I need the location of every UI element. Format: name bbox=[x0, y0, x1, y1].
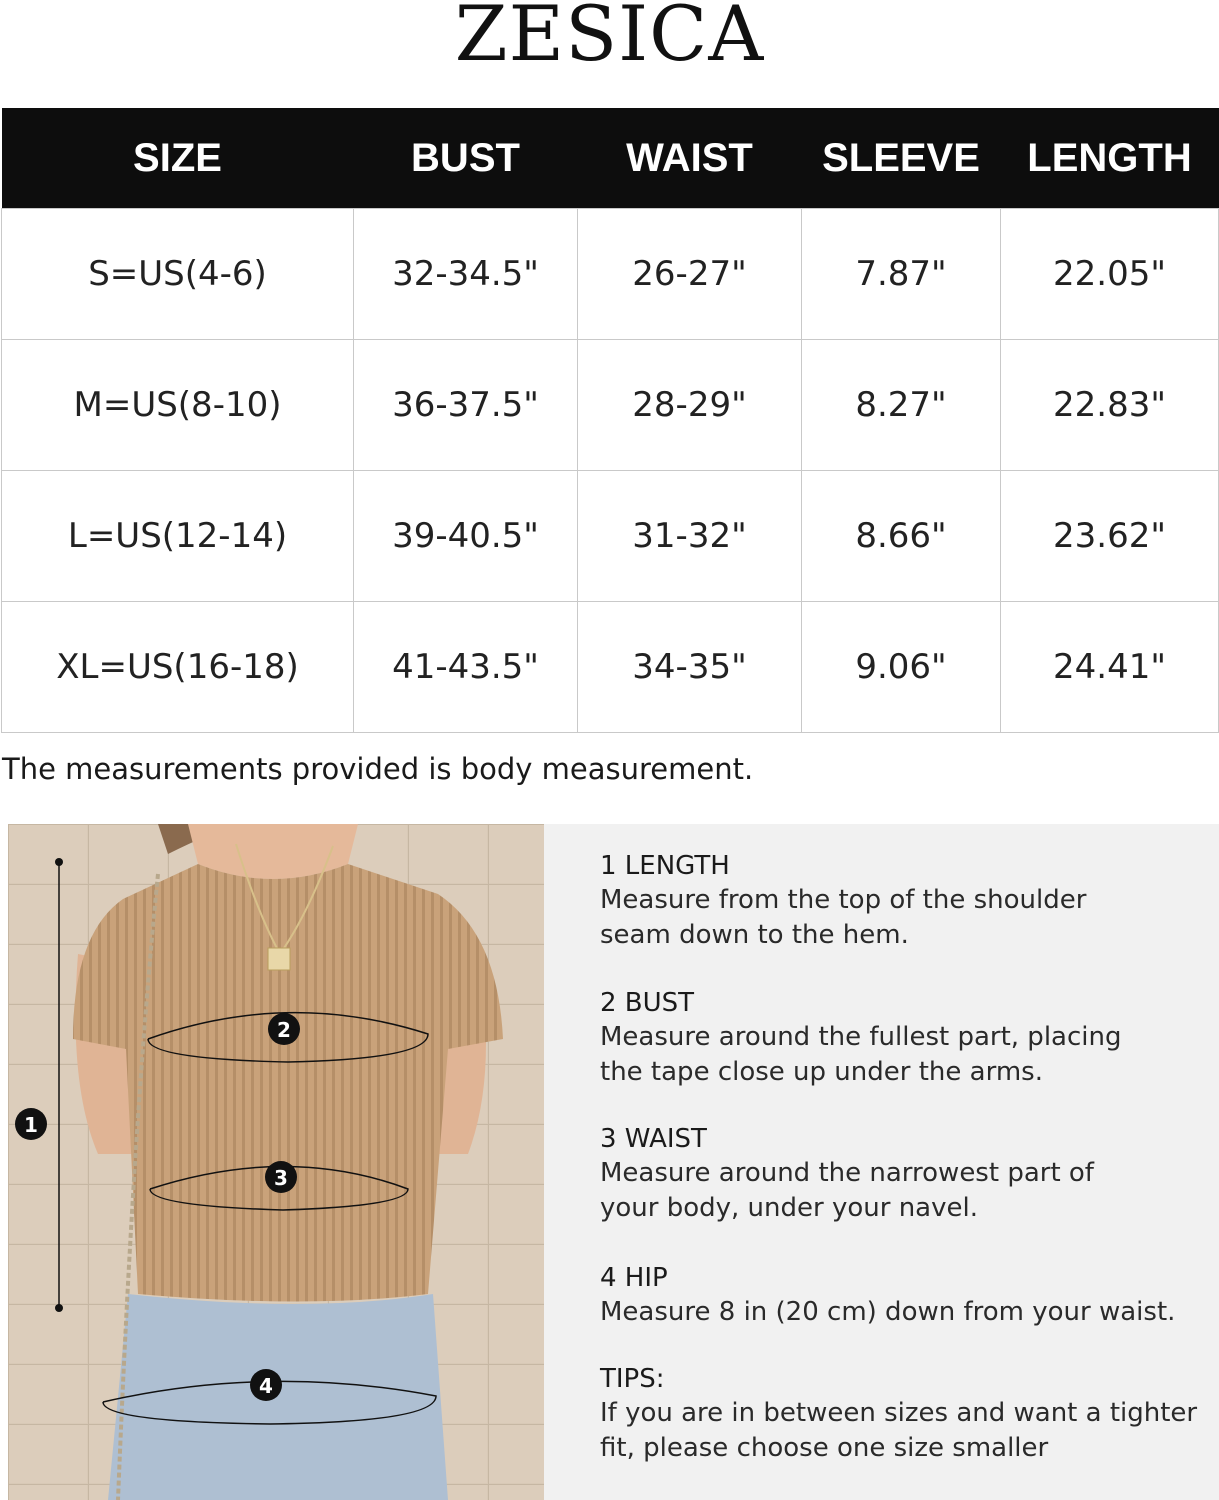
brand-logo: ZESICA bbox=[454, 0, 765, 78]
cell-waist: 28-29" bbox=[578, 340, 802, 471]
step-title: 3 WAIST bbox=[600, 1124, 707, 1154]
model-photo bbox=[8, 824, 544, 1500]
header-size: SIZE bbox=[2, 108, 354, 209]
table-row bbox=[2, 340, 1219, 471]
table-row bbox=[2, 471, 1219, 602]
header-length: LENGTH bbox=[1001, 108, 1219, 209]
svg-text:2: 2 bbox=[277, 1018, 291, 1042]
cell-size: L=US(12-14) bbox=[2, 471, 354, 602]
marker-4 bbox=[250, 1369, 282, 1401]
step-description: Measure around the fullest part, placing the tape close up under the arms. bbox=[600, 1022, 1122, 1087]
marker-1 bbox=[15, 1108, 47, 1140]
step-tips bbox=[600, 1362, 1210, 1466]
table-header-row bbox=[2, 108, 1219, 209]
measurement-instructions bbox=[544, 824, 1219, 1500]
step-title: 4 HIP bbox=[600, 1263, 668, 1293]
svg-text:4: 4 bbox=[259, 1374, 273, 1398]
cell-waist: 26-27" bbox=[578, 209, 802, 340]
step-hip bbox=[600, 1261, 1210, 1330]
cell-waist: 34-35" bbox=[578, 602, 802, 733]
cell-bust: 39-40.5" bbox=[354, 471, 578, 602]
step-length bbox=[600, 849, 1210, 953]
step-waist bbox=[600, 1122, 1210, 1226]
cell-sleeve: 8.66" bbox=[802, 471, 1001, 602]
cell-length: 23.62" bbox=[1001, 471, 1219, 602]
necklace-pendant bbox=[268, 948, 290, 970]
cell-length: 22.05" bbox=[1001, 209, 1219, 340]
cell-size: M=US(8-10) bbox=[2, 340, 354, 471]
cell-bust: 36-37.5" bbox=[354, 340, 578, 471]
svg-text:1: 1 bbox=[24, 1113, 38, 1137]
cell-bust: 41-43.5" bbox=[354, 602, 578, 733]
jeans bbox=[108, 1294, 448, 1500]
table-row bbox=[2, 602, 1219, 733]
marker-2 bbox=[268, 1013, 300, 1045]
cell-size: XL=US(16-18) bbox=[2, 602, 354, 733]
step-description: Measure 8 in (20 cm) down from your waist. bbox=[600, 1297, 1176, 1327]
tips-title: TIPS: bbox=[600, 1364, 665, 1394]
cell-length: 24.41" bbox=[1001, 602, 1219, 733]
table-row bbox=[2, 209, 1219, 340]
cell-waist: 31-32" bbox=[578, 471, 802, 602]
header-bust: BUST bbox=[354, 108, 578, 209]
tips-description: If you are in between sizes and want a tighter fit, please choose one size smaller bbox=[600, 1398, 1198, 1463]
marker-3 bbox=[265, 1161, 297, 1193]
step-description: Measure from the top of the shoulder seam down to the hem. bbox=[600, 885, 1087, 950]
cell-sleeve: 8.27" bbox=[802, 340, 1001, 471]
header-waist: WAIST bbox=[578, 108, 802, 209]
header-sleeve: SLEEVE bbox=[802, 108, 1001, 209]
step-title: 2 BUST bbox=[600, 988, 695, 1018]
step-description: Measure around the narrowest part of your body, under your navel. bbox=[600, 1158, 1094, 1223]
cell-sleeve: 9.06" bbox=[802, 602, 1001, 733]
svg-text:3: 3 bbox=[274, 1166, 288, 1190]
step-title: 1 LENGTH bbox=[600, 851, 730, 881]
model-illustration bbox=[8, 824, 544, 1500]
measurement-note: The measurements provided is body measurement. bbox=[2, 752, 754, 786]
cell-bust: 32-34.5" bbox=[354, 209, 578, 340]
cell-sleeve: 7.87" bbox=[802, 209, 1001, 340]
cell-length: 22.83" bbox=[1001, 340, 1219, 471]
size-chart-table bbox=[1, 108, 1219, 733]
step-bust bbox=[600, 986, 1210, 1090]
cell-size: S=US(4-6) bbox=[2, 209, 354, 340]
